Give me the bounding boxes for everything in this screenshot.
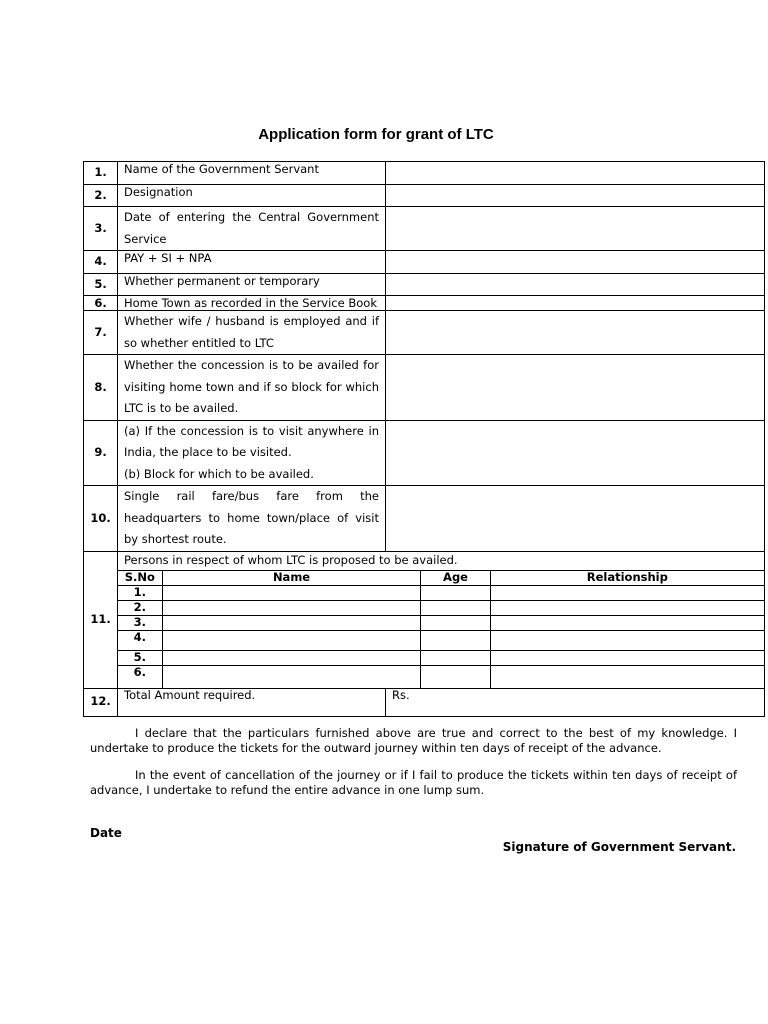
table-row bbox=[118, 650, 764, 665]
refund-paragraph: In the event of cancellation of the journey or if I fail to produce the tickets within ten days of receipt of advance, I undertake to refund the entire advance in one lump sum. bbox=[90, 768, 737, 797]
persons-table bbox=[118, 571, 764, 688]
table-row bbox=[118, 630, 764, 650]
persons-header-row bbox=[118, 571, 764, 586]
person-age-cell[interactable] bbox=[421, 665, 490, 688]
name-header: Name bbox=[162, 571, 421, 586]
employment-status-field[interactable] bbox=[386, 273, 765, 296]
row-number: 10. bbox=[84, 486, 118, 552]
table-row bbox=[118, 615, 764, 630]
home-town-field[interactable] bbox=[386, 296, 765, 311]
person-name-cell[interactable] bbox=[162, 630, 421, 650]
person-age-cell[interactable] bbox=[421, 600, 490, 615]
row-number: 2. bbox=[84, 184, 118, 207]
service-entry-date-field[interactable] bbox=[386, 207, 765, 251]
place-to-visit-field[interactable] bbox=[386, 420, 765, 486]
row-label: Whether the concession is to be availed for visiting home town and if so block for which LTC is to be availed. bbox=[118, 355, 386, 421]
person-age-cell[interactable] bbox=[421, 585, 490, 600]
row-number: 7. bbox=[84, 311, 118, 355]
table-row bbox=[118, 665, 764, 688]
form-row bbox=[84, 486, 765, 552]
row-number: 6. bbox=[84, 296, 118, 311]
designation-field[interactable] bbox=[386, 184, 765, 207]
person-age-cell[interactable] bbox=[421, 630, 490, 650]
person-relationship-cell[interactable] bbox=[490, 615, 764, 630]
form-row bbox=[84, 273, 765, 296]
row-label: Date of entering the Central Government Service bbox=[118, 207, 386, 251]
person-name-cell[interactable] bbox=[162, 600, 421, 615]
sno-cell: 6. bbox=[118, 665, 162, 688]
row-number: 4. bbox=[84, 251, 118, 274]
person-relationship-cell[interactable] bbox=[490, 665, 764, 688]
persons-caption: Persons in respect of whom LTC is proposed to be availed. bbox=[118, 552, 764, 571]
row-label: Total Amount required. bbox=[118, 688, 386, 716]
table-row bbox=[118, 585, 764, 600]
row-label: (a) If the concession is to visit anywhere in India, the place to be visited. (b) Block for which to be availed. bbox=[118, 420, 386, 486]
person-name-cell[interactable] bbox=[162, 665, 421, 688]
sno-cell: 4. bbox=[118, 630, 162, 650]
spouse-employment-field[interactable] bbox=[386, 311, 765, 355]
person-relationship-cell[interactable] bbox=[490, 650, 764, 665]
row-number: 12. bbox=[84, 688, 118, 716]
form-row bbox=[84, 162, 765, 185]
form-row bbox=[84, 251, 765, 274]
declaration-paragraph: I declare that the particulars furnished above are true and correct to the best of my knowledge. I undertake to produce the tickets for the outward journey within ten days of receipt of the advance. bbox=[90, 726, 737, 755]
row-number: 5. bbox=[84, 273, 118, 296]
person-name-cell[interactable] bbox=[162, 650, 421, 665]
total-amount-field[interactable] bbox=[386, 688, 765, 716]
row-label: Name of the Government Servant bbox=[118, 162, 386, 185]
person-relationship-cell[interactable] bbox=[490, 600, 764, 615]
sno-header: S.No bbox=[118, 571, 162, 586]
form-title: Application form for grant of LTC bbox=[258, 126, 494, 143]
sno-cell: 1. bbox=[118, 585, 162, 600]
row-label: Whether permanent or temporary bbox=[118, 273, 386, 296]
ltc-form-table bbox=[83, 161, 765, 717]
home-town-concession-field[interactable] bbox=[386, 355, 765, 421]
name-field[interactable] bbox=[386, 162, 765, 185]
row-number: 9. bbox=[84, 420, 118, 486]
fare-field[interactable] bbox=[386, 486, 765, 552]
relationship-header: Relationship bbox=[490, 571, 764, 586]
row-number: 1. bbox=[84, 162, 118, 185]
form-row bbox=[84, 296, 765, 311]
sno-cell: 3. bbox=[118, 615, 162, 630]
form-row bbox=[84, 355, 765, 421]
pay-field[interactable] bbox=[386, 251, 765, 274]
person-relationship-cell[interactable] bbox=[490, 630, 764, 650]
persons-block bbox=[118, 551, 765, 688]
form-row bbox=[84, 207, 765, 251]
row-number: 11. bbox=[84, 551, 118, 688]
form-row bbox=[84, 420, 765, 486]
person-relationship-cell[interactable] bbox=[490, 585, 764, 600]
person-age-cell[interactable] bbox=[421, 650, 490, 665]
rs-label: Rs. bbox=[392, 687, 410, 702]
row-label: PAY + SI + NPA bbox=[118, 251, 386, 274]
age-header: Age bbox=[421, 571, 490, 586]
row-label: Whether wife / husband is employed and if so whether entitled to LTC bbox=[118, 311, 386, 355]
form-row bbox=[84, 311, 765, 355]
date-label: Date bbox=[90, 826, 122, 840]
person-name-cell[interactable] bbox=[162, 615, 421, 630]
row-number: 3. bbox=[84, 207, 118, 251]
form-row bbox=[84, 184, 765, 207]
sno-cell: 2. bbox=[118, 600, 162, 615]
person-age-cell[interactable] bbox=[421, 615, 490, 630]
sno-cell: 5. bbox=[118, 650, 162, 665]
row-number: 8. bbox=[84, 355, 118, 421]
person-name-cell[interactable] bbox=[162, 585, 421, 600]
row-label: Home Town as recorded in the Service Book bbox=[118, 296, 386, 311]
row-label: Designation bbox=[118, 184, 386, 207]
table-row bbox=[118, 600, 764, 615]
form-row bbox=[84, 688, 765, 716]
row-label: Single rail fare/bus fare from the headquarters to home town/place of visit by shortest route. bbox=[118, 486, 386, 552]
form-row bbox=[84, 551, 765, 688]
signature-label: Signature of Government Servant. bbox=[502, 840, 736, 854]
